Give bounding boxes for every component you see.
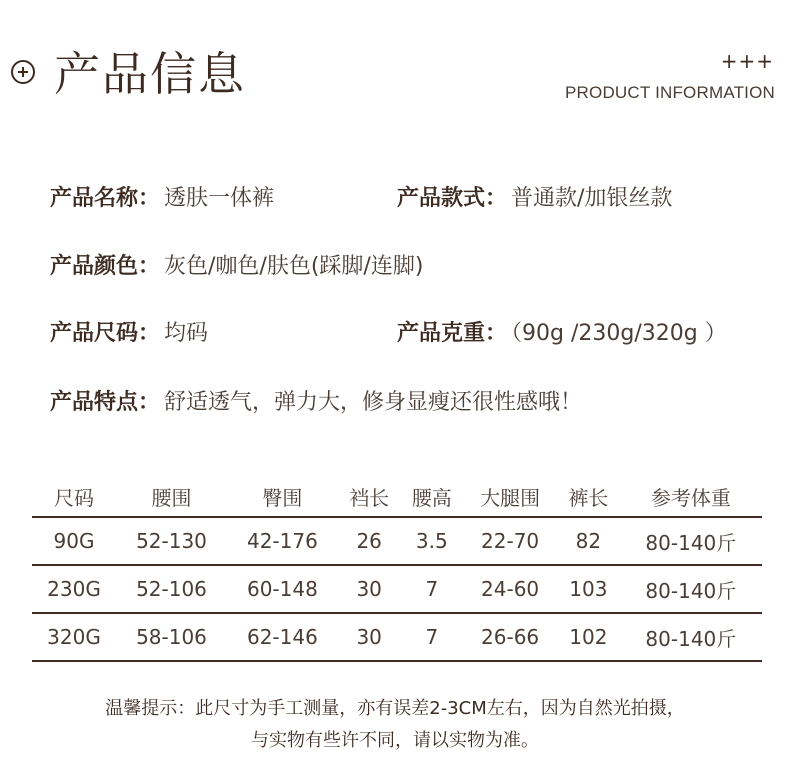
info-color bbox=[50, 252, 423, 282]
header-waist-height: 腰高 bbox=[401, 476, 464, 517]
header-ref-weight: 参考体重 bbox=[620, 476, 762, 517]
note-line-2: 与实物有些许不同，请以实物为准。 bbox=[251, 730, 539, 751]
header-waist: 腰围 bbox=[116, 476, 227, 517]
table-cell: 52-106 bbox=[116, 565, 227, 613]
table-cell: 103 bbox=[557, 565, 620, 613]
feature-value: 舒适透气，弹力大，修身显瘦还很性感哦！ bbox=[164, 390, 583, 415]
table-cell: 7 bbox=[401, 613, 464, 661]
info-feature bbox=[50, 388, 582, 418]
table-cell: 52-130 bbox=[116, 517, 227, 565]
header-thigh: 大腿围 bbox=[463, 476, 557, 517]
table-cell: 60-148 bbox=[227, 565, 338, 613]
name-value: 透肤一体裤 bbox=[164, 186, 275, 211]
table-row bbox=[32, 613, 762, 661]
plus-circle-icon bbox=[11, 60, 35, 84]
info-weight bbox=[397, 319, 727, 349]
table-row bbox=[32, 517, 762, 565]
weight-value: （90g /230g/320g ） bbox=[511, 321, 727, 346]
feature-label: 产品特点： bbox=[50, 390, 161, 415]
table-cell: 30 bbox=[338, 565, 401, 613]
table-cell: 230G bbox=[32, 565, 116, 613]
table-cell: 82 bbox=[557, 517, 620, 565]
size-label: 产品尺码： bbox=[50, 321, 161, 346]
table-cell: 22-70 bbox=[463, 517, 557, 565]
table-header-row bbox=[32, 476, 762, 517]
info-size bbox=[50, 319, 208, 349]
size-spec-table bbox=[32, 476, 762, 662]
table-cell: 42-176 bbox=[227, 517, 338, 565]
name-label: 产品名称： bbox=[50, 186, 161, 211]
header-hip: 臀围 bbox=[227, 476, 338, 517]
style-value: 普通款/加银丝款 bbox=[511, 186, 673, 211]
table-cell: 7 bbox=[401, 565, 464, 613]
header-length: 裤长 bbox=[557, 476, 620, 517]
table-cell: 90G bbox=[32, 517, 116, 565]
weight-label: 产品克重： bbox=[397, 321, 508, 346]
table-cell: 24-60 bbox=[463, 565, 557, 613]
info-style bbox=[397, 184, 672, 214]
table-cell: 30 bbox=[338, 613, 401, 661]
table-cell: 80-140斤 bbox=[620, 517, 762, 565]
table-cell: 58-106 bbox=[116, 613, 227, 661]
style-label: 产品款式： bbox=[397, 186, 508, 211]
table-cell: 102 bbox=[557, 613, 620, 661]
table-cell: 80-140斤 bbox=[620, 565, 762, 613]
note-line-1: 温馨提示：此尺寸为手工测量，亦有误差2-3CM左右，因为自然光拍摄， bbox=[105, 698, 685, 719]
size-value: 均码 bbox=[164, 321, 209, 346]
table-cell: 26 bbox=[338, 517, 401, 565]
table-cell: 3.5 bbox=[401, 517, 464, 565]
page-subtitle: PRODUCT INFORMATION bbox=[565, 83, 775, 102]
table-cell: 62-146 bbox=[227, 613, 338, 661]
info-name bbox=[50, 184, 274, 214]
header-rise: 裆长 bbox=[338, 476, 401, 517]
color-label: 产品颜色： bbox=[50, 254, 161, 279]
table-cell: 26-66 bbox=[463, 613, 557, 661]
table-cell: 320G bbox=[32, 613, 116, 661]
table-row bbox=[32, 565, 762, 613]
color-value: 灰色/咖色/肤色(踩脚/连脚) bbox=[164, 254, 424, 279]
page-title: 产品信息 bbox=[54, 47, 246, 101]
decor-plus-marks: +++ bbox=[720, 49, 774, 73]
table-cell: 80-140斤 bbox=[620, 613, 762, 661]
header-size: 尺码 bbox=[32, 476, 116, 517]
